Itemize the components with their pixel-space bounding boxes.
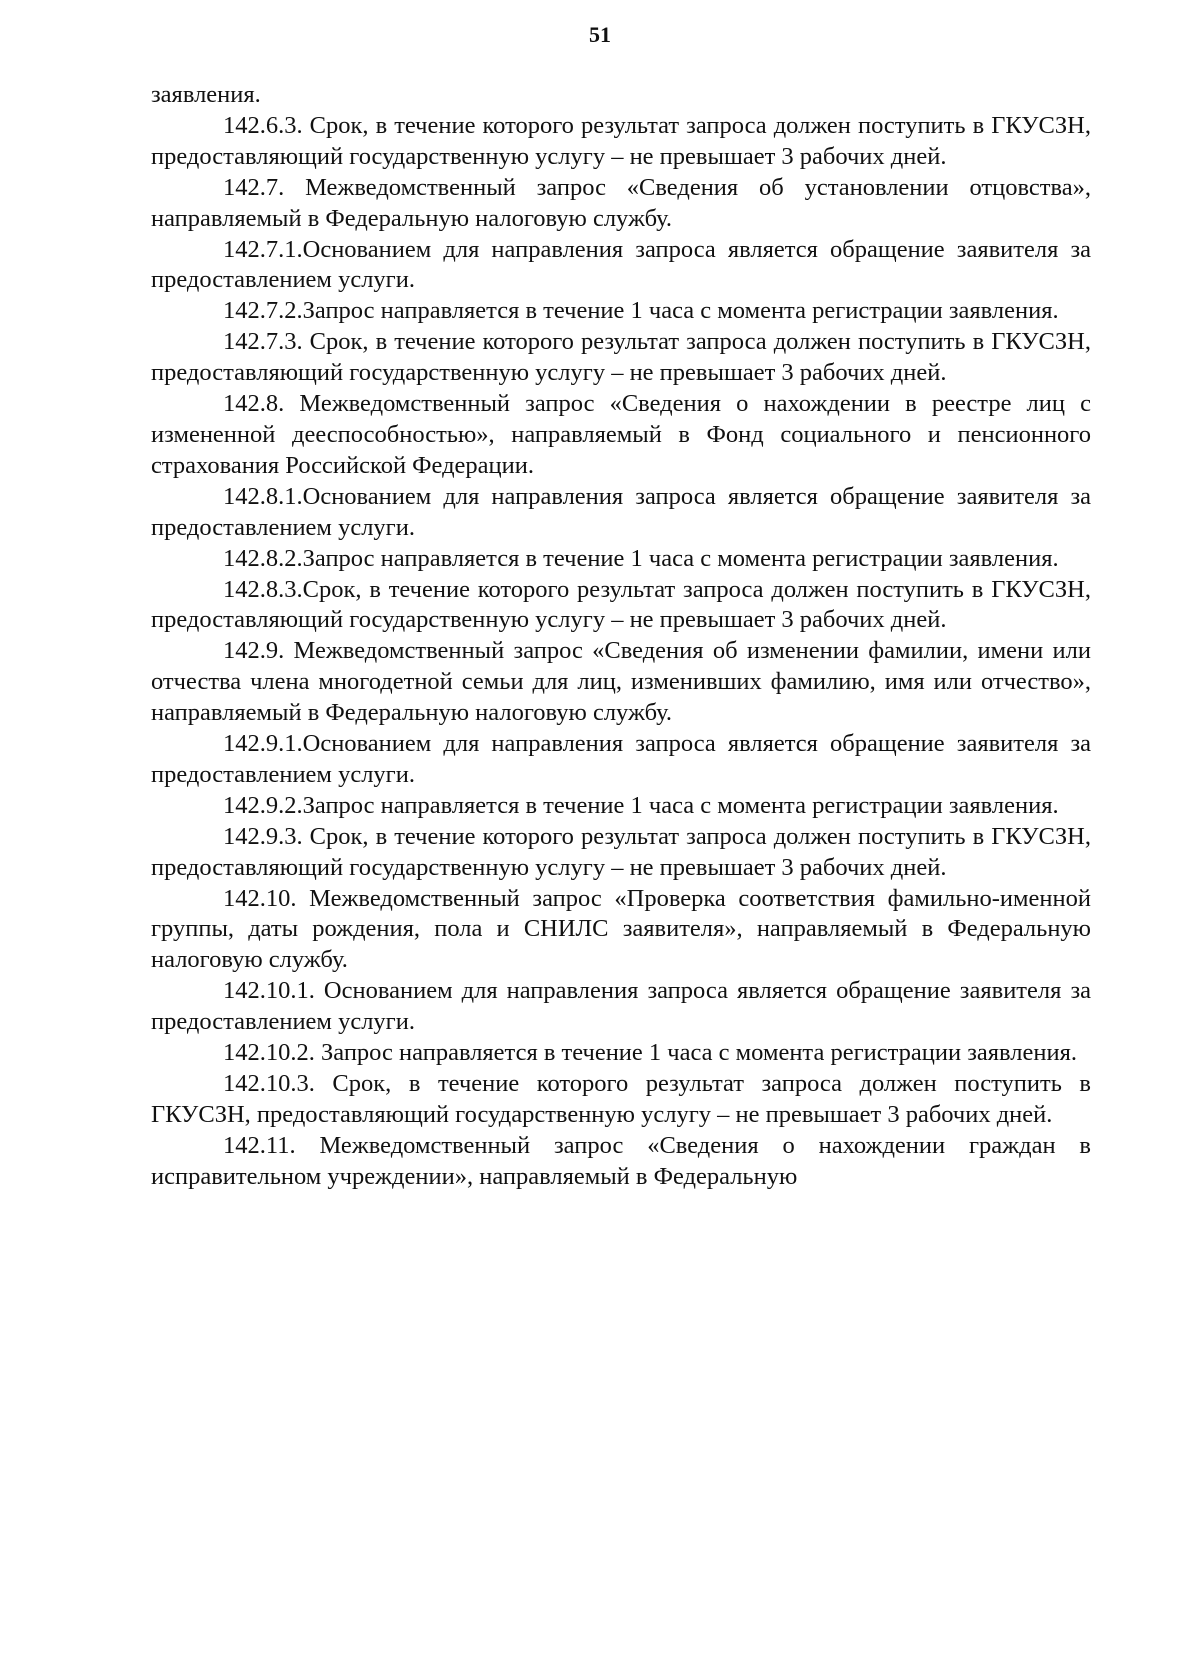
paragraph: 142.9.2.Запрос направляется в течение 1 часа с момента регистрации заявления. bbox=[223, 791, 1059, 819]
paragraph: 142.10.2. Запрос направляется в течение 1 часа с момента регистрации заявления. bbox=[223, 1039, 1077, 1067]
paragraph: 142.8.3.Срок, в течение которого результат запроса должен поступить в ГКУСЗН, предоставляющий государственную услугу – не превышает 3 рабочих дней. bbox=[151, 575, 1091, 634]
paragraph: 142.8. Межведомственный запрос «Сведения о нахождении в реестре лиц с измененной дееспособностью», направляемый в Фонд социального и пенсионного страхования Российской Федерации. bbox=[151, 390, 1091, 479]
paragraph: 142.11. Межведомственный запрос «Сведения о нахождении граждан в исправительном учреждении», направляемый в Федеральную bbox=[151, 1131, 1091, 1190]
paragraph: 142.6.3. Срок, в течение которого результат запроса должен поступить в ГКУСЗН, предоставляющий государственную услугу – не превышает 3 рабочих дней. bbox=[151, 111, 1091, 170]
paragraph: 142.9.3. Срок, в течение которого результат запроса должен поступить в ГКУСЗН, предоставляющий государственную услугу – не превышает 3 рабочих дней. bbox=[151, 822, 1091, 881]
paragraph: 142.9.1.Основанием для направления запроса является обращение заявителя за предоставлением услуги. bbox=[151, 730, 1091, 788]
paragraph: заявления. bbox=[151, 81, 261, 108]
paragraph: 142.8.2.Запрос направляется в течение 1 часа с момента регистрации заявления. bbox=[223, 544, 1059, 572]
paragraph: 142.8.1.Основанием для направления запроса является обращение заявителя за предоставлением услуги. bbox=[151, 482, 1091, 541]
paragraph: 142.9. Межведомственный запрос «Сведения об изменении фамилии, имени или отчества члена многодетной семьи для лиц, изменивших фамилию, имя или отчество», направляемый в Федеральную налоговую службу. bbox=[151, 637, 1091, 727]
page-number: 51 bbox=[589, 22, 611, 47]
paragraph: 142.10.1. Основанием для направления запроса является обращение заявителя за предоставлением услуги. bbox=[151, 977, 1091, 1036]
document-body bbox=[151, 80, 1091, 1193]
paragraph: 142.7.3. Срок, в течение которого результат запроса должен поступить в ГКУСЗН, предоставляющий государственную услугу – не превышает 3 рабочих дней. bbox=[151, 328, 1091, 387]
paragraph: 142.10.3. Срок, в течение которого результат запроса должен поступить в ГКУСЗН, предоставляющий государственную услугу – не превышает 3 рабочих дней. bbox=[151, 1070, 1091, 1128]
paragraph: 142.7.1.Основанием для направления запроса является обращение заявителя за предоставлением услуги. bbox=[151, 235, 1091, 294]
paragraph: 142.7.2.Запрос направляется в течение 1 часа с момента регистрации заявления. bbox=[223, 297, 1059, 325]
paragraph: 142.10. Межведомственный запрос «Проверка соответствия фамильно-именной группы, даты рождения, пола и СНИЛС заявителя», направляемый в Федеральную налоговую службу. bbox=[151, 884, 1091, 974]
paragraph: 142.7. Межведомственный запрос «Сведения об установлении отцовства», направляемый в Федеральную налоговую службу. bbox=[151, 173, 1091, 232]
